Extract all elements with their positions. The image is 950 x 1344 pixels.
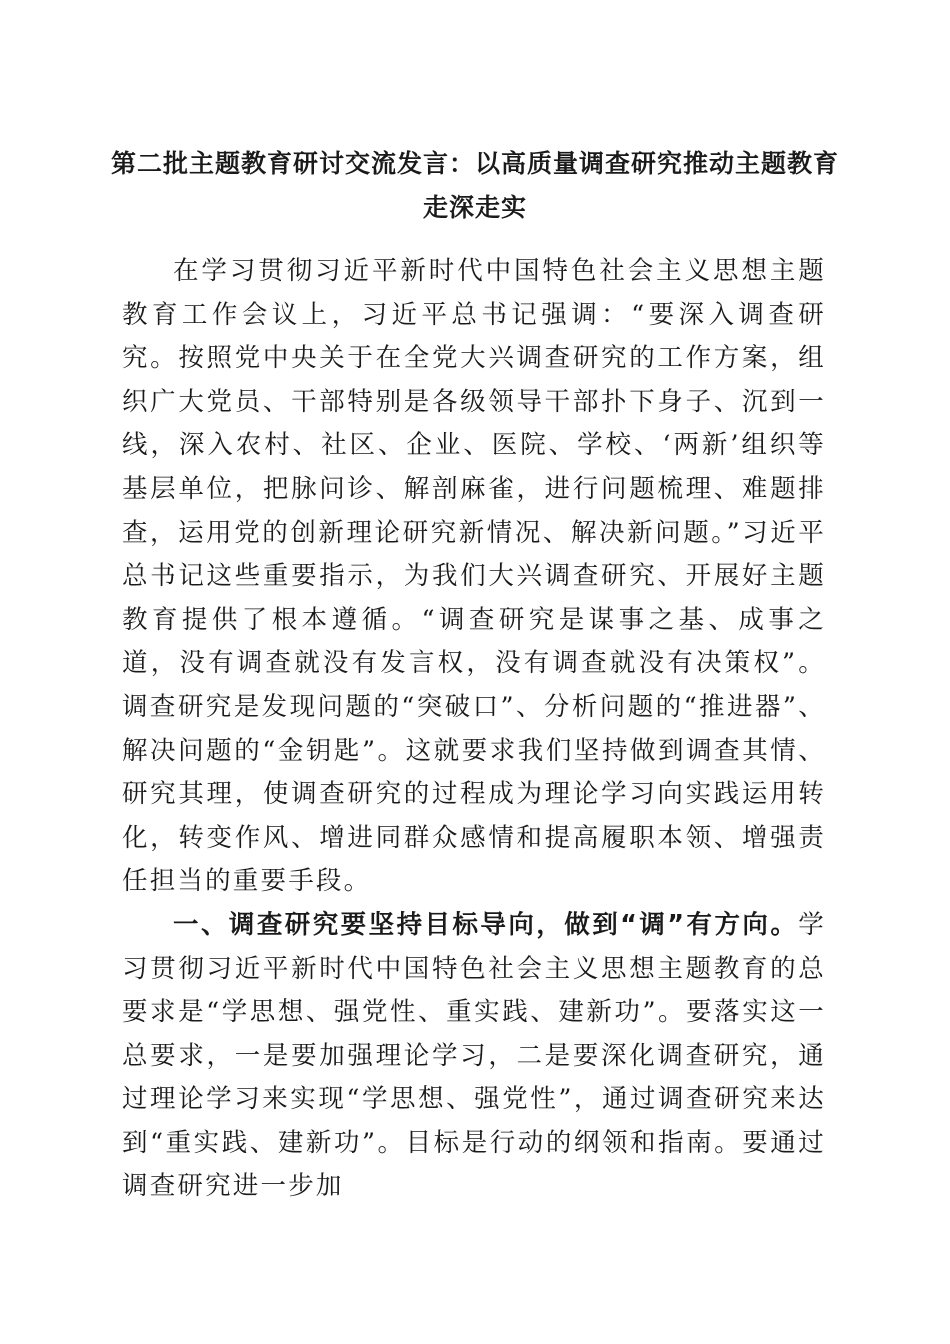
document-title: 第二批主题教育研讨交流发言：以高质量调查研究推动主题教育走深走实 (110, 149, 839, 222)
section-1-text: 学习贯彻习近平新时代中国特色社会主义思想主题教育的总要求是“学思想、强党性、重实践、建新功”。要落实这一总要求，一是要加强理论学习，二是要深化调查研究，通过理论学习来实现“学思想、强党性”，通过调查研究来达到“重实践、建新功”。目标是行动的纲领和指南。要通过调查研究进一步加 (122, 909, 826, 1202)
paragraph-section-1 (122, 904, 826, 1209)
paragraph-intro-text: 在学习贯彻习近平新时代中国特色社会主义思想主题教育工作会议上，习近平总书记强调：“要深入调查研究。按照党中央关于在全党大兴调查研究的工作方案，组织广大党员、干部特别是各级领导干部扑下身子、沉到一线，深入农村、社区、企业、医院、学校、‘两新’组织等基层单位，把脉问诊、解剖麻雀，进行问题梳理、难题排查，运用党的创新理论研究新情况、解决新问题。”习近平总书记这些重要指示，为我们大兴调查研究、开展好主题教育提供了根本遵循。“调查研究是谋事之基、成事之道，没有调查就没有发言权，没有调查就没有决策权”。调查研究是发现问题的“突破口”、分析问题的“推进器”、解决问题的“金钥匙”。这就要求我们坚持做到调查其情、研究其理，使调查研究的过程成为理论学习向实践运用转化，转变作风、增进同群众感情和提高履职本领、增强责任担当的重要手段。 (122, 256, 826, 897)
document-body (122, 250, 826, 1209)
paragraph-intro (122, 250, 826, 904)
section-1-heading: 一、调查研究要坚持目标导向，做到“调”有方向。 (173, 909, 799, 940)
